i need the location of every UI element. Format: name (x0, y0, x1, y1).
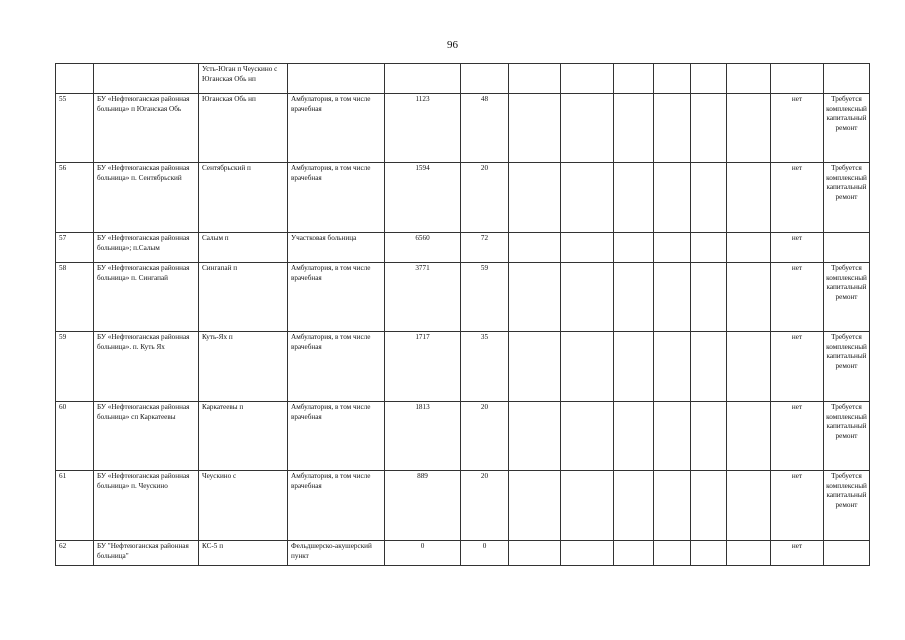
row-number-cell: 55 (56, 94, 94, 163)
empty-cell (561, 541, 614, 566)
facility-type-cell: Амбулатория, в том числе врачебная (288, 163, 385, 233)
table-row (56, 64, 870, 94)
empty-cell (614, 233, 654, 263)
empty-cell (614, 332, 654, 402)
availability-cell: нет (771, 233, 824, 263)
row-number-cell: 59 (56, 332, 94, 402)
empty-cell (691, 263, 727, 332)
empty-cell (691, 64, 727, 94)
population-cell: 1123 (385, 94, 461, 163)
note-cell: Требуется комплексный капитальный ремонт (824, 163, 870, 233)
distance-cell: 59 (461, 263, 509, 332)
empty-cell (691, 541, 727, 566)
distance-cell: 20 (461, 471, 509, 541)
note-cell: Требуется комплексный капитальный ремонт (824, 402, 870, 471)
note-cell (824, 541, 870, 566)
empty-cell (561, 263, 614, 332)
empty-cell (654, 233, 691, 263)
availability-cell (771, 64, 824, 94)
availability-cell: нет (771, 402, 824, 471)
empty-cell (727, 64, 771, 94)
availability-cell: нет (771, 471, 824, 541)
settlement-cell: Чеускино с (199, 471, 288, 541)
empty-cell (727, 402, 771, 471)
availability-cell: нет (771, 541, 824, 566)
organization-cell: БУ «Нефтеюганская районная больница» п. Чеускино (94, 471, 199, 541)
distance-cell: 72 (461, 233, 509, 263)
empty-cell (727, 94, 771, 163)
facility-type-cell: Амбулатория, в том числе врачебная (288, 471, 385, 541)
population-cell: 1717 (385, 332, 461, 402)
row-number-cell: 61 (56, 471, 94, 541)
empty-cell (691, 402, 727, 471)
empty-cell (509, 332, 561, 402)
empty-cell (691, 233, 727, 263)
empty-cell (654, 163, 691, 233)
distance-cell: 48 (461, 94, 509, 163)
empty-cell (561, 233, 614, 263)
empty-cell (509, 233, 561, 263)
empty-cell (654, 471, 691, 541)
distance-cell: 35 (461, 332, 509, 402)
facility-type-cell: Фельдшерско-акушерский пункт (288, 541, 385, 566)
availability-cell: нет (771, 332, 824, 402)
empty-cell (509, 402, 561, 471)
empty-cell (509, 471, 561, 541)
empty-cell (561, 163, 614, 233)
facility-type-cell: Участковая больница (288, 233, 385, 263)
empty-cell (509, 263, 561, 332)
empty-cell (614, 402, 654, 471)
empty-cell (509, 541, 561, 566)
organization-cell (94, 64, 199, 94)
empty-cell (654, 64, 691, 94)
population-cell (385, 64, 461, 94)
settlement-cell: КС-5 п (199, 541, 288, 566)
facility-type-cell: Амбулатория, в том числе врачебная (288, 402, 385, 471)
note-cell: Требуется комплексный капитальный ремонт (824, 94, 870, 163)
population-cell: 6560 (385, 233, 461, 263)
empty-cell (561, 471, 614, 541)
organization-cell: БУ «Нефтеюганская районная больница» сп Каркатеевы (94, 402, 199, 471)
note-cell: Требуется комплексный капитальный ремонт (824, 332, 870, 402)
empty-cell (561, 402, 614, 471)
organization-cell: БУ «Нефтеюганская районная больница». п. Куть Ях (94, 332, 199, 402)
facility-type-cell: Амбулатория, в том числе врачебная (288, 332, 385, 402)
empty-cell (654, 332, 691, 402)
organization-cell: БУ "Нефтеюганская районная больница" (94, 541, 199, 566)
empty-cell (654, 541, 691, 566)
empty-cell (691, 471, 727, 541)
empty-cell (691, 94, 727, 163)
table-row (56, 332, 870, 402)
page-number: 96 (447, 39, 458, 51)
settlement-cell: Сингапай п (199, 263, 288, 332)
population-cell: 0 (385, 541, 461, 566)
empty-cell (691, 332, 727, 402)
facility-type-cell: Амбулатория, в том числе врачебная (288, 94, 385, 163)
settlement-cell: Сентябрьский п (199, 163, 288, 233)
table-row (56, 402, 870, 471)
empty-cell (509, 94, 561, 163)
organization-cell: БУ «Нефтеюганская районная больница»; п.Салым (94, 233, 199, 263)
table-row (56, 233, 870, 263)
empty-cell (509, 64, 561, 94)
organization-cell: БУ «Нефтеюганская районная больница» п. Сингапай (94, 263, 199, 332)
empty-cell (727, 163, 771, 233)
organization-cell: БУ «Нефтеюганская районная больница» п. Сентябрьский (94, 163, 199, 233)
table-row (56, 541, 870, 566)
distance-cell: 0 (461, 541, 509, 566)
note-cell (824, 64, 870, 94)
facility-type-cell (288, 64, 385, 94)
empty-cell (509, 163, 561, 233)
population-cell: 889 (385, 471, 461, 541)
facilities-table (55, 63, 870, 566)
empty-cell (654, 263, 691, 332)
table-row (56, 263, 870, 332)
facility-type-cell: Амбулатория, в том числе врачебная (288, 263, 385, 332)
population-cell: 1594 (385, 163, 461, 233)
row-number-cell: 56 (56, 163, 94, 233)
empty-cell (654, 94, 691, 163)
empty-cell (727, 263, 771, 332)
availability-cell: нет (771, 94, 824, 163)
settlement-cell: Усть-Юган п Чеускино с Юганская Обь нп (199, 64, 288, 94)
settlement-cell: Салым п (199, 233, 288, 263)
table-row (56, 94, 870, 163)
empty-cell (691, 163, 727, 233)
empty-cell (614, 263, 654, 332)
empty-cell (561, 64, 614, 94)
population-cell: 3771 (385, 263, 461, 332)
availability-cell: нет (771, 163, 824, 233)
availability-cell: нет (771, 263, 824, 332)
note-cell (824, 233, 870, 263)
note-cell: Требуется комплексный капитальный ремонт (824, 471, 870, 541)
row-number-cell: 60 (56, 402, 94, 471)
settlement-cell: Каркатеевы п (199, 402, 288, 471)
empty-cell (614, 94, 654, 163)
empty-cell (561, 332, 614, 402)
empty-cell (727, 541, 771, 566)
empty-cell (727, 332, 771, 402)
distance-cell: 20 (461, 402, 509, 471)
empty-cell (654, 402, 691, 471)
empty-cell (614, 64, 654, 94)
empty-cell (614, 471, 654, 541)
distance-cell: 20 (461, 163, 509, 233)
population-cell: 1813 (385, 402, 461, 471)
distance-cell (461, 64, 509, 94)
table-row (56, 471, 870, 541)
row-number-cell: 57 (56, 233, 94, 263)
row-number-cell: 62 (56, 541, 94, 566)
note-cell: Требуется комплексный капитальный ремонт (824, 263, 870, 332)
empty-cell (614, 541, 654, 566)
table-row (56, 163, 870, 233)
settlement-cell: Юганская Обь нп (199, 94, 288, 163)
organization-cell: БУ «Нефтеюганская районная больница» п Юганская Обь (94, 94, 199, 163)
empty-cell (727, 233, 771, 263)
empty-cell (614, 163, 654, 233)
empty-cell (561, 94, 614, 163)
settlement-cell: Куть-Ях п (199, 332, 288, 402)
row-number-cell: 58 (56, 263, 94, 332)
empty-cell (727, 471, 771, 541)
row-number-cell (56, 64, 94, 94)
